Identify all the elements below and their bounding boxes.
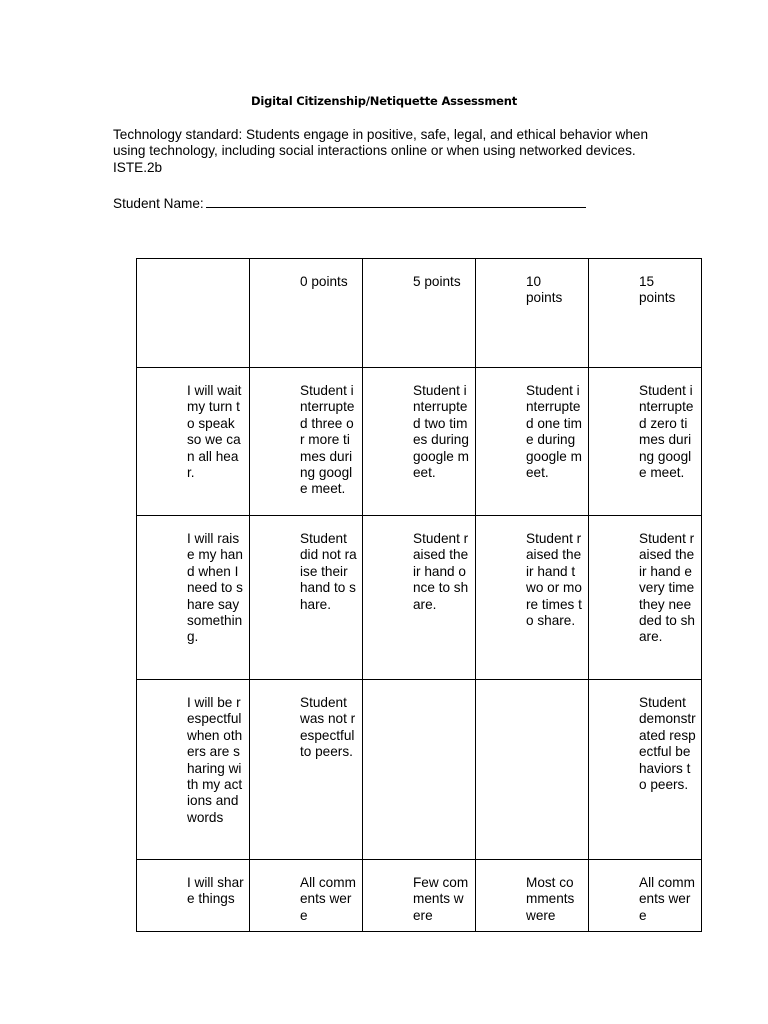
- rubric-header-row: [137, 259, 702, 368]
- score-cell: Student raised their hand two or more times to share.: [476, 516, 589, 680]
- standard-line: using technology, including social interactions online or when using networked devices.: [113, 143, 636, 159]
- score-cell: Student did not raise their hand to share.: [250, 516, 363, 680]
- rubric-row: [137, 516, 702, 680]
- score-cell: All comments were: [250, 860, 363, 932]
- rubric-row: [137, 860, 702, 932]
- score-cell: [363, 680, 476, 860]
- score-cell: Student demonstrated respectful behaviors to peers.: [589, 680, 702, 860]
- standard-line: Technology standard: Students engage in positive, safe, legal, and ethical behavior when: [113, 127, 649, 142]
- score-cell: Most comments were: [476, 860, 589, 932]
- header-cell-5-points: 5 points: [363, 259, 476, 368]
- header-cell-0-points: 0 points: [250, 259, 363, 368]
- standard-line: ISTE.2b: [113, 159, 163, 175]
- technology-standard: [113, 127, 673, 176]
- student-name-label: Student Name:: [113, 196, 204, 211]
- criterion-cell: I will share things: [137, 860, 250, 932]
- score-cell: Student raised their hand every time they needed to share.: [589, 516, 702, 680]
- score-cell: Few comments were: [363, 860, 476, 932]
- score-cell: Student interrupted one time during google meet.: [476, 368, 589, 516]
- document-title: Digital Citizenship/Netiquette Assessment: [251, 94, 517, 108]
- criterion-cell: I will wait my turn to speak so we can all hear.: [137, 368, 250, 516]
- header-cell-blank: [137, 259, 250, 368]
- rubric-table: [136, 258, 702, 932]
- criterion-cell: I will be respectful when others are sharing with my actions and words: [137, 680, 250, 860]
- rubric-row: [137, 368, 702, 516]
- score-cell: Student raised their hand once to share.: [363, 516, 476, 680]
- student-name-field: [113, 193, 586, 211]
- score-cell: Student was not respectful to peers.: [250, 680, 363, 860]
- score-cell: [476, 680, 589, 860]
- rubric-row: [137, 680, 702, 860]
- criterion-cell: I will raise my hand when I need to share say something.: [137, 516, 250, 680]
- score-cell: Student interrupted two times during google meet.: [363, 368, 476, 516]
- header-cell-15-points: 15 points: [589, 259, 702, 368]
- score-cell: All comments were: [589, 860, 702, 932]
- student-name-blank-line[interactable]: [206, 193, 586, 208]
- score-cell: Student interrupted three or more times during google meet.: [250, 368, 363, 516]
- score-cell: Student interrupted zero times during google meet.: [589, 368, 702, 516]
- header-cell-10-points: 10 points: [476, 259, 589, 368]
